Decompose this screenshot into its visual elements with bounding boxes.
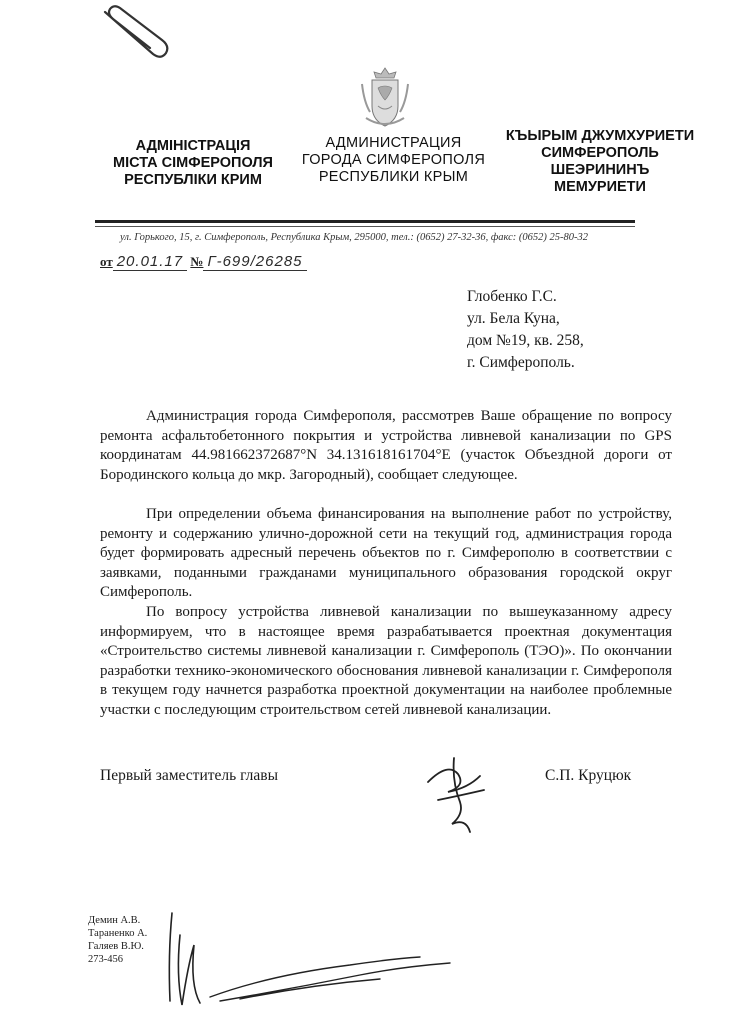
recipient-street: ул. Бела Куна,: [467, 310, 560, 327]
header-divider-thick: [95, 220, 635, 223]
executor-initials-scribble: [150, 905, 530, 1015]
number-value: Г-699/26285: [203, 253, 306, 271]
header-address: ул. Горького, 15, г. Симферополь, Республика Крым, 295000, тел.: (0652) 27-32-36, факс: (0652) 25-80-32: [120, 232, 588, 243]
date-value: 20.01.17: [113, 253, 187, 271]
body-paragraph-3: По вопросу устройства ливневой канализации по вышеуказанному адресу информируем, что в настоящее время разрабатывается проектная документация «Строительство системы ливневой канализации г. Симферополь (ТЭО)». По окончании разработки технико-экономического обоснования ливневой канализации г. Симферополя в текущем году начнется разработка проектной документации на наиболее проблемные участки с последующим строительством сетей ливневой канализации.: [100, 604, 672, 718]
header-divider-thin: [95, 226, 635, 227]
executor-2: Тараненко А.: [88, 928, 148, 939]
header-ua-line-3: РЕСПУБЛІКИ КРИМ: [124, 172, 262, 188]
coat-of-arms-seal: [356, 66, 414, 130]
header-ua-line-2: МІСТА СІМФЕРОПОЛЯ: [113, 155, 273, 171]
header-ua-line-1: АДМІНІСТРАЦІЯ: [135, 138, 251, 154]
header-crh-line-3: ШЕЭРИНИНЪ: [550, 162, 650, 178]
executor-3: Галяев В.Ю.: [88, 941, 144, 952]
executors-list: [88, 914, 147, 966]
registration-line: [100, 253, 307, 271]
header-russian: [286, 135, 501, 186]
handwritten-signature: [418, 752, 498, 842]
body-paragraph-2: При определении объема финансирования на выполнение работ по устройству, ремонту и содержанию улично-дорожной сети на текущий год, администрация города будет формировать адресный перечень объектов по г. Симферополю в соответствии с заявками, поданными гражданами муниципального образования городской округ Симферополь.: [100, 506, 672, 601]
number-label: №: [190, 254, 204, 269]
header-ru-line-3: РЕСПУБЛИКИ КРЫМ: [318, 169, 469, 185]
header-ru-line-2: ГОРОДА СИМФЕРОПОЛЯ: [301, 152, 486, 168]
body-paragraph-1: Администрация города Симферополя, рассмотрев Ваше обращение по вопросу ремонта асфальтобетонного покрытия и устройства ливневой канализации по GPS координатам 44.981662372687°N 34.131618161704°E (участок Объездной дороги от Бородинского кольца до мкр. Загородный), сообщает следующее.: [100, 408, 672, 483]
header-crh-line-1: КЪЫРЫМ ДЖУМХУРИЕТИ: [505, 128, 695, 144]
header-crh-line-4: МЕМУРИЕТИ: [554, 179, 646, 195]
signatory-position: Первый заместитель главы: [100, 767, 279, 784]
executor-phone: 273-456: [88, 954, 123, 965]
recipient-house: дом №19, кв. 258,: [467, 332, 584, 349]
header-ukrainian: [88, 138, 298, 189]
header-ru-line-1: АДМИНИСТРАЦИЯ: [325, 135, 462, 151]
signatory-name: С.П. Круцюк: [545, 767, 632, 784]
recipient-city: г. Симферополь.: [467, 354, 575, 371]
recipient-block: [467, 286, 584, 374]
recipient-name: Глобенко Г.С.: [467, 288, 557, 305]
paperclip-icon: [95, 4, 175, 64]
date-label: от: [100, 254, 113, 269]
header-crimean-tatar: [500, 128, 700, 196]
header-crh-line-2: СИМФЕРОПОЛЬ: [541, 145, 659, 161]
executor-1: Демин А.В.: [88, 915, 141, 926]
